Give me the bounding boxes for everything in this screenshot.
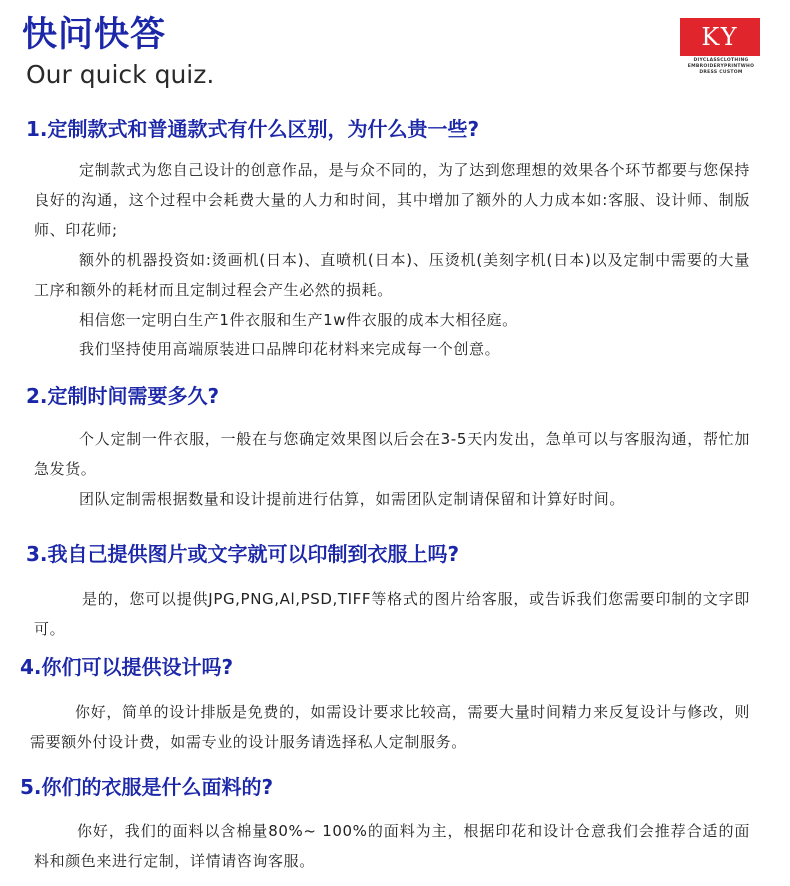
faq-question-2: 2.定制时间需要多久? — [26, 384, 220, 408]
faq-answer-2-para-1: 个人定制一件衣服，一般在与您确定效果图以后会在3-5天内发出，急单可以与客服沟通，帮忙加急发货。 — [34, 430, 750, 478]
faq-answer-1-para-1: 定制款式为您自己设计的创意作品，是与众不同的，为了达到您理想的效果各个环节都要与您保持良好的沟通，这个过程中会耗费大量的人力和时间，其中增加了额外的人力成本如:客服、设计师、制版师、印花师; — [34, 161, 750, 239]
faq-question-1: 1.定制款式和普通款式有什么区别，为什么贵一些? — [26, 117, 480, 141]
faq-question-4: 4.你们可以提供设计吗? — [20, 655, 234, 679]
faq-answer-1-para-2: 额外的机器投资如:烫画机(日本)、直喷机(日本)、压烫机(美刻字机(日本)以及定制中需要的大量工序和额外的耗材而且定制过程会产生必然的损耗。 — [34, 251, 750, 299]
logo-badge — [680, 18, 760, 56]
faq-answer-1-para-4: 我们坚持使用高端原装进口品牌印花材料来完成每一个创意。 — [79, 340, 501, 358]
faq-answer-1-para-3: 相信您一定明白生产1件衣服和生产1w件衣服的成本大相径庭。 — [79, 311, 518, 329]
logo-caption-line-1: DIYCLASSCLOTHING — [693, 58, 749, 63]
faq-answer-3-para-1: 是的，您可以提供JPG,PNG,Al,PSD,TIFF等格式的图片给客服，或告诉我们您需要印制的文字即可。 — [34, 590, 750, 638]
faq-question-3: 3.我自己提供图片或文字就可以印制到衣服上吗? — [26, 542, 460, 566]
logo-caption-line-2: EMBROIDERYPRINTWHO — [687, 64, 755, 69]
faq-answer-4-para-1: 你好，简单的设计排版是免费的，如需设计要求比较高，需要大量时间精力来反复设计与修改，则需要额外付设计费，如需专业的设计服务请选择私人定制服务。 — [30, 703, 750, 751]
logo-caption-line-3: DRESS CUSTOM — [699, 70, 743, 75]
logo-mark: KY — [701, 23, 739, 51]
brand-logo — [680, 18, 762, 76]
logo-caption — [680, 58, 762, 76]
page-subtitle: Our quick quiz. — [26, 60, 215, 89]
faq-answer-5-para-1: 你好，我们的面料以含棉量80%~ 100%的面料为主，根据印花和设计仓意我们会推荐合适的面料和颜色来进行定制，详情请咨询客服。 — [34, 822, 750, 870]
faq-answer-2-para-2: 团队定制需根据数量和设计提前进行估算，如需团队定制请保留和计算好时间。 — [79, 490, 626, 508]
faq-question-5: 5.你们的衣服是什么面料的? — [20, 775, 274, 799]
page-title: 快问快答 — [22, 15, 167, 55]
